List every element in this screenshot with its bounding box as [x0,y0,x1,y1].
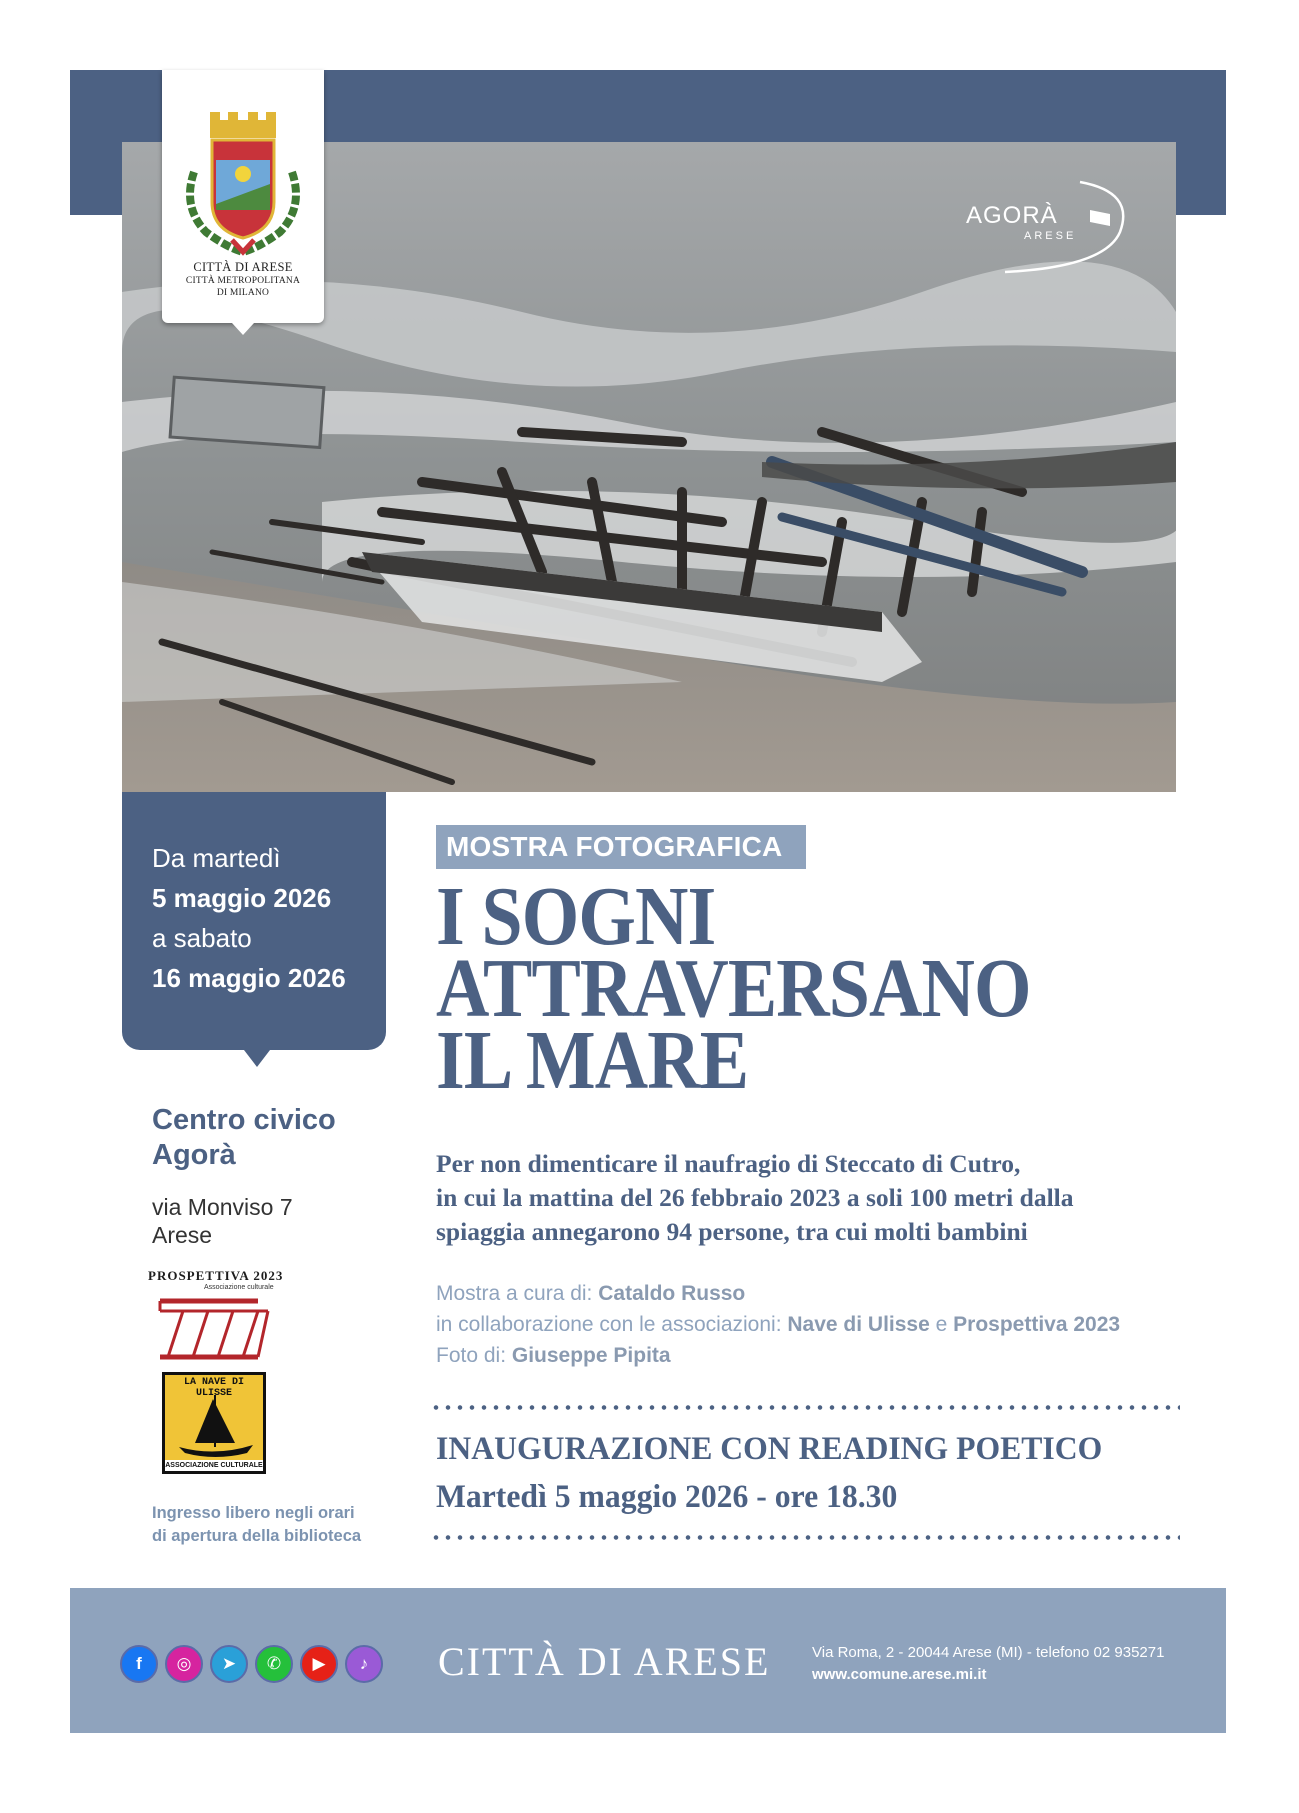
podcast-icon[interactable]: ♪ [345,1645,383,1683]
facebook-icon[interactable]: f [120,1645,158,1683]
crest-milano-line: DI MILANO [216,288,270,298]
curator-name: Cataldo Russo [598,1282,746,1305]
curator-label: Mostra a cura di: [436,1282,599,1305]
footer-address: Via Roma, 2 - 20044 Arese (MI) - telefono 02 935271 [812,1644,1165,1661]
whatsapp-icon[interactable]: ✆ [255,1645,293,1683]
title-line-3: IL MARE [436,1014,749,1107]
prospettiva-logo-subtitle: Associazione culturale [204,1284,274,1291]
association-separator: e [929,1313,954,1336]
category-label: MOSTRA FOTOGRAFICA [436,825,806,869]
exhibition-credits [436,1278,1196,1371]
venue-name-line2: Agorà [152,1139,236,1171]
agora-wordmark: AGORÀ [966,202,1058,229]
event-title [436,870,1105,1107]
free-entry-line1: Ingresso libero negli orari [152,1504,355,1522]
agora-logo [960,172,1135,282]
nave-di-ulisse-logo [162,1372,266,1474]
venue-city: Arese [152,1222,213,1248]
coat-of-arms-icon [176,112,310,262]
description-line-2: in cui la mattina del 26 febbraio 2023 a soli 100 metri dalla [436,1183,1074,1212]
telegram-icon[interactable]: ➤ [210,1645,248,1683]
prospettiva-logo-title: PROSPETTIVA 2023 [148,1268,284,1283]
collaboration-label: in collaborazione con le associazioni: [436,1313,788,1336]
crest-city-name: CITTÀ DI ARESE [193,260,293,274]
date-range-box [122,792,386,1050]
association-2: Prospettiva 2023 [953,1313,1121,1336]
sailing-ship-icon [165,1391,263,1463]
photo-label: Foto di: [436,1344,512,1367]
date-from: 5 maggio 2026 [152,883,332,913]
prospettiva-2023-logo [148,1268,290,1368]
event-description [436,1147,1196,1249]
nave-logo-subtitle: ASSOCIAZIONE CULTURALE [165,1462,263,1469]
footer-website-link[interactable]: www.comune.arese.mi.it [812,1666,987,1683]
crest-metro-line: CITTÀ METROPOLITANA [185,276,301,286]
bridge-icon [148,1291,290,1367]
inauguration-datetime: Martedì 5 maggio 2026 - ore 18.30 [436,1479,898,1515]
title-line-1: I SOGNI [436,870,716,963]
footer-contact [812,1642,1164,1686]
title-line-2: ATTRAVERSANO [436,942,1031,1035]
date-from-label: Da martedì [152,843,281,873]
photographer-name: Giuseppe Pipita [511,1344,671,1367]
date-to-label: a sabato [152,923,252,953]
free-entry-line2: di apertura della biblioteca [152,1527,362,1545]
description-line-3: spiaggia annegarono 94 persone, tra cui molti bambini [436,1217,1028,1246]
footer-bar [70,1588,1226,1733]
instagram-icon[interactable]: ◎ [165,1645,203,1683]
city-crest [162,70,324,323]
venue-name-line1: Centro civico [152,1104,336,1136]
social-icons [120,1645,383,1683]
dotted-divider-bottom [430,1535,1180,1540]
youtube-icon[interactable]: ▶ [300,1645,338,1683]
association-1: Nave di Ulisse [787,1313,930,1336]
dotted-divider-top [430,1405,1180,1410]
agora-subtitle: ARESE [1024,230,1077,242]
venue-info [152,1103,392,1249]
date-to: 16 maggio 2026 [152,963,346,993]
inauguration-title: INAUGURAZIONE CON READING POETICO [436,1431,1103,1467]
description-line-1: Per non dimenticare il naufragio di Steccato di Cutro, [436,1149,1021,1178]
free-entry-note [152,1502,402,1548]
nave-logo-title: LA NAVE DI ULISSE [183,1377,244,1399]
venue-street: via Monviso 7 [152,1194,293,1220]
inauguration-info [436,1425,1166,1521]
footer-city-name: CITTÀ DI ARESE [438,1639,771,1684]
